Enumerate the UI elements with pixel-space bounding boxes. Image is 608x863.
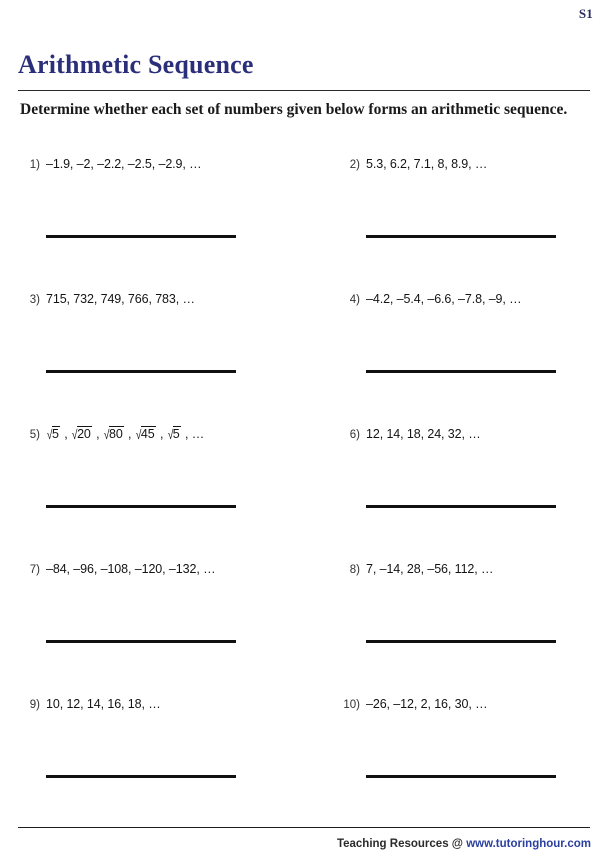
title-divider — [18, 90, 590, 91]
square-root-term — [103, 425, 124, 443]
problem-number: 5) — [29, 429, 40, 441]
problem-sequence: 5.3, 6.2, 7.1, 8, 8.9, … — [366, 157, 488, 171]
radicand: 5 — [172, 427, 180, 441]
problem-sequence: 10, 12, 14, 16, 18, … — [46, 697, 161, 711]
problem-number: 9) — [29, 699, 40, 711]
problem-item — [14, 560, 304, 695]
problem-row — [0, 155, 608, 290]
problem-item — [334, 425, 608, 560]
answer-line[interactable] — [46, 640, 236, 643]
problem-number: 1) — [29, 159, 40, 171]
problem-row — [0, 560, 608, 695]
problem-number: 3) — [29, 294, 40, 306]
radicand: 20 — [77, 427, 91, 441]
problem-item — [334, 290, 608, 425]
square-root-term — [71, 425, 92, 443]
radical-sign-icon: √ — [167, 427, 174, 442]
footer-attribution — [337, 838, 591, 850]
radical-sign-icon: √ — [103, 427, 110, 442]
answer-line[interactable] — [46, 370, 236, 373]
problem-sequence: –4.2, –5.4, –6.6, –7.8, –9, … — [366, 292, 522, 306]
problem-item — [334, 695, 608, 830]
problem-row — [0, 425, 608, 560]
answer-line[interactable] — [366, 775, 556, 778]
problem-number: 2) — [349, 159, 360, 171]
answer-line[interactable] — [46, 775, 236, 778]
problem-grid — [0, 155, 608, 830]
problem-item — [14, 155, 304, 290]
problem-sequence: –84, –96, –108, –120, –132, … — [46, 562, 216, 576]
problem-sequence: 715, 732, 749, 766, 783, … — [46, 292, 195, 306]
radical-sign-icon: √ — [46, 427, 53, 442]
problem-number: 6) — [349, 429, 360, 441]
answer-line[interactable] — [366, 640, 556, 643]
problem-number: 8) — [349, 564, 360, 576]
problem-sequence: 12, 14, 18, 24, 32, … — [366, 427, 481, 441]
sheet-code-badge: S1 — [578, 6, 593, 21]
problem-item — [334, 560, 608, 695]
problem-item — [14, 695, 304, 830]
answer-line[interactable] — [366, 370, 556, 373]
problem-number: 7) — [29, 564, 40, 576]
separator: , — [60, 427, 72, 441]
problem-sequence — [46, 425, 296, 443]
problem-item — [334, 155, 608, 290]
radical-sign-icon: √ — [71, 427, 78, 442]
answer-line[interactable] — [366, 235, 556, 238]
radicand: 80 — [108, 427, 123, 441]
answer-line[interactable] — [46, 235, 236, 238]
problem-item — [14, 290, 304, 425]
separator: , — [92, 427, 103, 441]
page-title: Arithmetic Sequence — [18, 50, 254, 79]
square-root-term — [135, 425, 156, 443]
problem-sequence: –26, –12, 2, 16, 30, … — [366, 697, 488, 711]
problem-number: 10) — [343, 699, 360, 711]
square-root-term — [167, 425, 181, 443]
radicand: 5 — [52, 427, 59, 441]
problem-sequence: –1.9, –2, –2.2, –2.5, –2.9, … — [46, 157, 202, 171]
answer-line[interactable] — [366, 505, 556, 508]
footer-label: Teaching Resources @ — [336, 838, 467, 850]
instruction-text: Determine whether each set of numbers given below forms an arithmetic sequence. — [20, 101, 568, 118]
footer-divider — [18, 827, 590, 828]
problem-item — [14, 425, 304, 560]
problem-row — [0, 695, 608, 830]
separator: , … — [181, 427, 205, 441]
separator: , — [156, 427, 167, 441]
problem-row — [0, 290, 608, 425]
answer-line[interactable] — [46, 505, 236, 508]
radical-sign-icon: √ — [135, 427, 142, 442]
footer-url[interactable]: www.tutoringhour.com — [466, 838, 591, 850]
separator: , — [124, 427, 135, 441]
radicand: 45 — [140, 427, 155, 441]
problem-sequence: 7, –14, 28, –56, 112, … — [366, 562, 494, 576]
square-root-term — [46, 425, 60, 443]
problem-number: 4) — [349, 294, 360, 306]
